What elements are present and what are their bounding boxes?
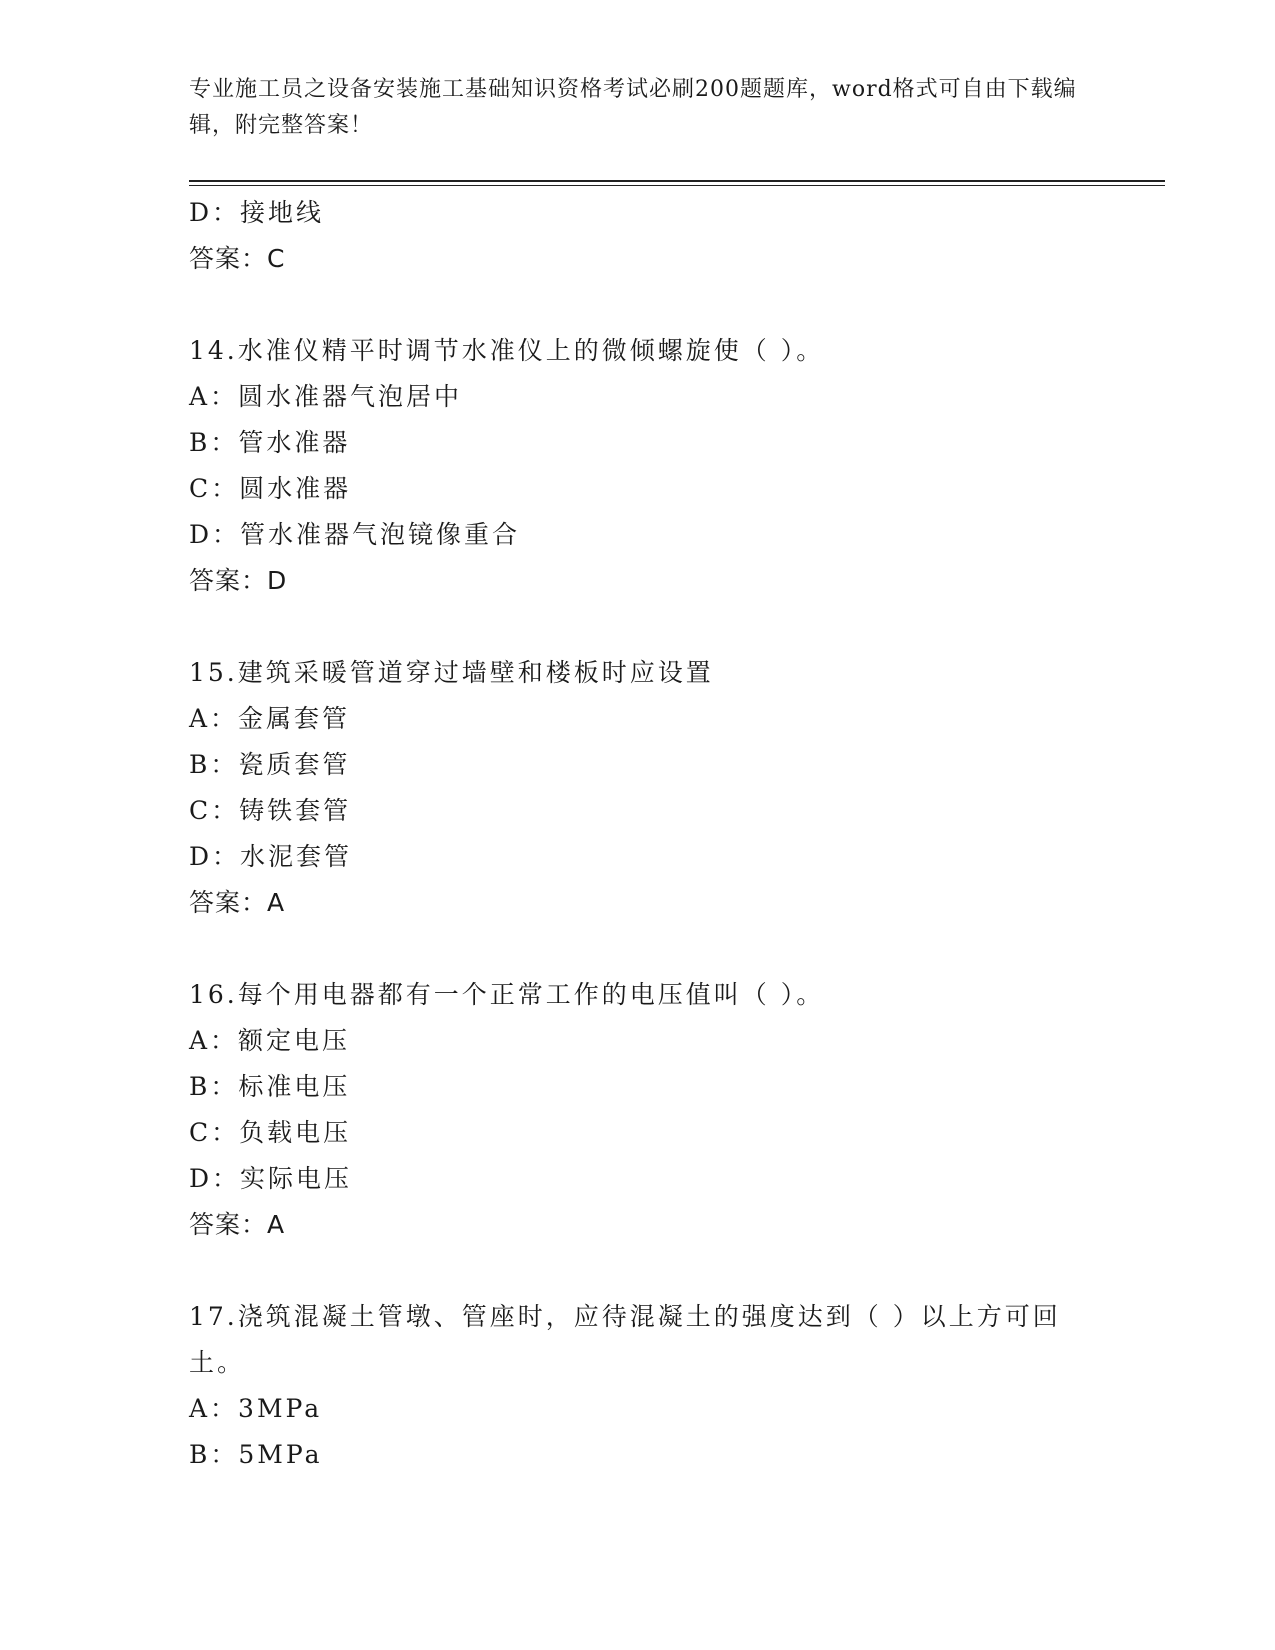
header-rule-thin: [189, 185, 1165, 186]
option-d: D：水泥套管: [189, 842, 353, 871]
question-list: [189, 190, 1089, 1478]
answer: 答案：A: [189, 1210, 286, 1239]
option-a: A：圆水准器气泡居中: [189, 382, 463, 411]
option-d: D：实际电压: [189, 1164, 353, 1193]
option-b: B：管水准器: [189, 428, 351, 457]
question-17: [189, 1294, 1089, 1478]
question-stem: 14.水准仪精平时调节水准仪上的微倾螺旋使（ ）。: [189, 336, 825, 365]
spacer: [189, 1248, 1089, 1294]
option-c: C：负载电压: [189, 1118, 352, 1147]
prev-question-answer: 答案：C: [189, 244, 286, 273]
question-stem: 16.每个用电器都有一个正常工作的电压值叫（ ）。: [189, 980, 825, 1009]
option-c: C：圆水准器: [189, 474, 352, 503]
spacer: [189, 926, 1089, 972]
header-title: 专业施工员之设备安装施工基础知识资格考试必刷200题题库，word格式可自由下载编辑，附完整答案！: [189, 77, 1077, 138]
option-b: B：标准电压: [189, 1072, 351, 1101]
header-rule-thick: [189, 180, 1165, 182]
answer: 答案：A: [189, 888, 286, 917]
question-stem: 17.浇筑混凝土管墩、管座时，应待混凝土的强度达到（ ）以上方可回土。: [189, 1302, 1061, 1377]
question-stem: 15.建筑采暖管道穿过墙壁和楼板时应设置: [189, 658, 714, 687]
question-16: [189, 972, 1089, 1248]
spacer: [189, 282, 1089, 328]
spacer: [189, 604, 1089, 650]
prev-question-option-d: D：接地线: [189, 198, 325, 227]
option-d: D：管水准器气泡镜像重合: [189, 520, 521, 549]
answer: 答案：D: [189, 566, 288, 595]
option-b: B：瓷质套管: [189, 750, 351, 779]
option-a: A：额定电压: [189, 1026, 351, 1055]
option-b: B：5MPa: [189, 1440, 323, 1469]
option-a: A：3MPa: [189, 1394, 323, 1423]
document-header: [189, 72, 1089, 144]
option-c: C：铸铁套管: [189, 796, 352, 825]
question-15: [189, 650, 1089, 926]
question-14: [189, 328, 1089, 604]
option-a: A：金属套管: [189, 704, 351, 733]
